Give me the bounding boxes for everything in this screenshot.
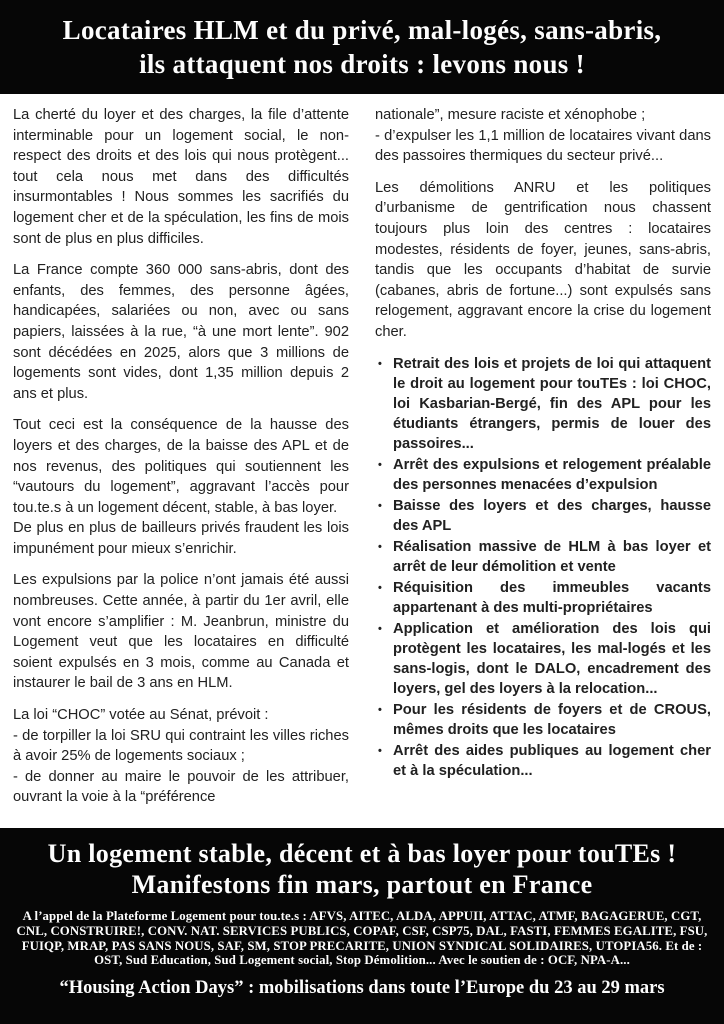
bullet-icon: • <box>378 357 382 370</box>
header-banner <box>0 0 724 94</box>
bullet-icon: • <box>378 703 382 716</box>
paragraph <box>13 705 349 808</box>
footer-slogan-line1: Un logement stable, décent et à bas loyer pour touTEs ! <box>47 839 677 868</box>
demand-item <box>375 578 711 618</box>
demand-item <box>375 741 711 781</box>
demand-item <box>375 496 711 536</box>
header-title-line2: ils attaquent nos droits : levons nous ! <box>139 49 585 79</box>
demand-item <box>375 455 711 495</box>
demand-text: Arrêt des aides publiques au logement cher et à la spéculation... <box>393 742 711 779</box>
paragraph-segment: Les démolitions ANRU et les politiques d’urbanisme de gentrification nous chassent toujours plus loin des centres : locataires modestes, résidents de foyer, jeunes, sans-abris, tandis que les occupants d’habitat de survie (cabanes, abris de fortune...) sont expulsés sans relogement, aggravant encore la crise du logement cher. <box>375 179 711 340</box>
demand-text: Application et amélioration des lois qui protègent les locataires, les mal-logés et les sans-logis, dont le DALO, encadrement des loyers, gel des loyers à la relocation... <box>393 620 711 697</box>
paragraph-segment: La cherté du loyer et des charges, la file d’attente interminable pour un logement social, le non-respect des droits et des lois qui nous protègent... tout cela nous met dans des difficultés insurmontables ! Nous sommes les sacrifiés du logement cher et de la spéculation, les fins de mois sont de plus en plus difficiles. <box>13 107 349 247</box>
body-text-area <box>0 94 724 828</box>
paragraph <box>13 415 349 559</box>
bullet-icon: • <box>378 622 382 635</box>
demand-text: Pour les résidents de foyers et de CROUS, mêmes droits que les locataires <box>393 701 711 738</box>
paragraph-segment: La France compte 360 000 sans-abris, dont des enfants, des femmes, des personne âgées, handicapées, salariées ou non, avec ou sans papiers, laissées à la rue, “à une mort lente”. 902 sont décédées en 2025, alors que 3 millions de logements sont vides, dont 1,35 million depuis 2 ans et plus. <box>13 262 349 402</box>
paragraph-segment: Tout ceci est la conséquence de la hausse des loyers et des charges, de la baisse des APL et de nos revenus, des politiques qui soutiennent les “vautours du logement”, aggravant l’accès pour tou.te.s à un logement décent, stable, à bas loyer. <box>13 417 349 516</box>
paragraph-segment: La loi “CHOC” votée au Sénat, prévoit : <box>13 707 269 724</box>
left-column <box>13 105 349 828</box>
paragraph <box>375 105 711 167</box>
paragraph-segment: - de torpiller la loi SRU qui contraint les villes riches à avoir 25% de logements sociaux ; <box>13 727 349 765</box>
bullet-icon: • <box>378 540 382 553</box>
demand-text: Retrait des lois et projets de loi qui attaquent le droit au logement pour touTEs : loi CHOC, loi Kasbarian-Bergé, fin des APL pour les étudiants étrangers, permis de louer des passoires... <box>393 355 711 452</box>
paragraph <box>13 105 349 249</box>
header-title-line1: Locataires HLM et du privé, mal-logés, sans-abris, <box>62 15 662 45</box>
footer-organizations-text: A l’appel de la Plateforme Logement pour tou.te.s : AFVS, AITEC, ALDA, APPUII, ATTAC, ATMF, BAGAGERUE, CGT, CNL, CONSTRUIRE!, CONV. NAT. SERVICES PUBLICS, COPAF, CSF, CSP75, DAL, FASTI, FEMMES EGALITE, FSU, FUIQP, MRAP, PAS SANS NOUS, SAF, SM, STOP PRECARITE, UNION SYNDICAL SOLIDAIRES, UTOPIA56. Et de : OST, Sud Education, Sud Logement social, Stop Démolition... Avec le soutien de : OCF, NPA-A... <box>16 909 708 968</box>
footer-banner <box>0 828 724 1024</box>
right-column <box>375 105 711 828</box>
paragraph <box>13 260 349 404</box>
paragraph-segment: nationale”, mesure raciste et xénophobe ; <box>375 107 646 123</box>
demand-item <box>375 700 711 740</box>
paragraph-segment: - d’expulser les 1,1 million de locataires vivant dans des passoires thermiques du secteur privé... <box>375 127 711 165</box>
paragraph <box>375 178 711 343</box>
demand-item <box>375 354 711 454</box>
demand-text: Réalisation massive de HLM à bas loyer et arrêt de leur démolition et vente <box>393 538 711 575</box>
demand-item <box>375 619 711 699</box>
footer-slogan-line2: Manifestons fin mars, partout en France <box>131 870 593 899</box>
bullet-icon: • <box>378 499 382 512</box>
footer-housing-action-days: “Housing Action Days” : mobilisations dans toute l’Europe du 23 au 29 mars <box>59 978 665 999</box>
demand-item <box>375 537 711 577</box>
paragraph-segment: - de donner au maire le pouvoir de les attribuer, ouvrant la voie à la “préférence <box>13 768 349 806</box>
demand-text: Baisse des loyers et des charges, hausse des APL <box>393 497 711 534</box>
demands-list <box>375 354 711 781</box>
demand-text: Réquisition des immeubles vacants appartenant à des multi-propriétaires <box>393 579 711 616</box>
paragraph <box>13 570 349 694</box>
bullet-icon: • <box>378 581 382 594</box>
bullet-icon: • <box>378 744 382 757</box>
paragraph-segment: Les expulsions par la police n’ont jamais été aussi nombreuses. Cette année, à partir du 1er avril, elle vont encore s’amplifier : M. Jeanbrun, ministre du Logement veut que les locataires en difficulté soient expulsés en 3 mois, comme au Canada et instaurer le bail de 3 ans en HLM. <box>13 572 349 692</box>
demand-text: Arrêt des expulsions et relogement préalable des personnes menacées d’expulsion <box>393 456 711 493</box>
paragraph-segment: De plus en plus de bailleurs privés fraudent les lois impunément pour mieux s’enrichir. <box>13 520 349 557</box>
bullet-icon: • <box>378 458 382 471</box>
